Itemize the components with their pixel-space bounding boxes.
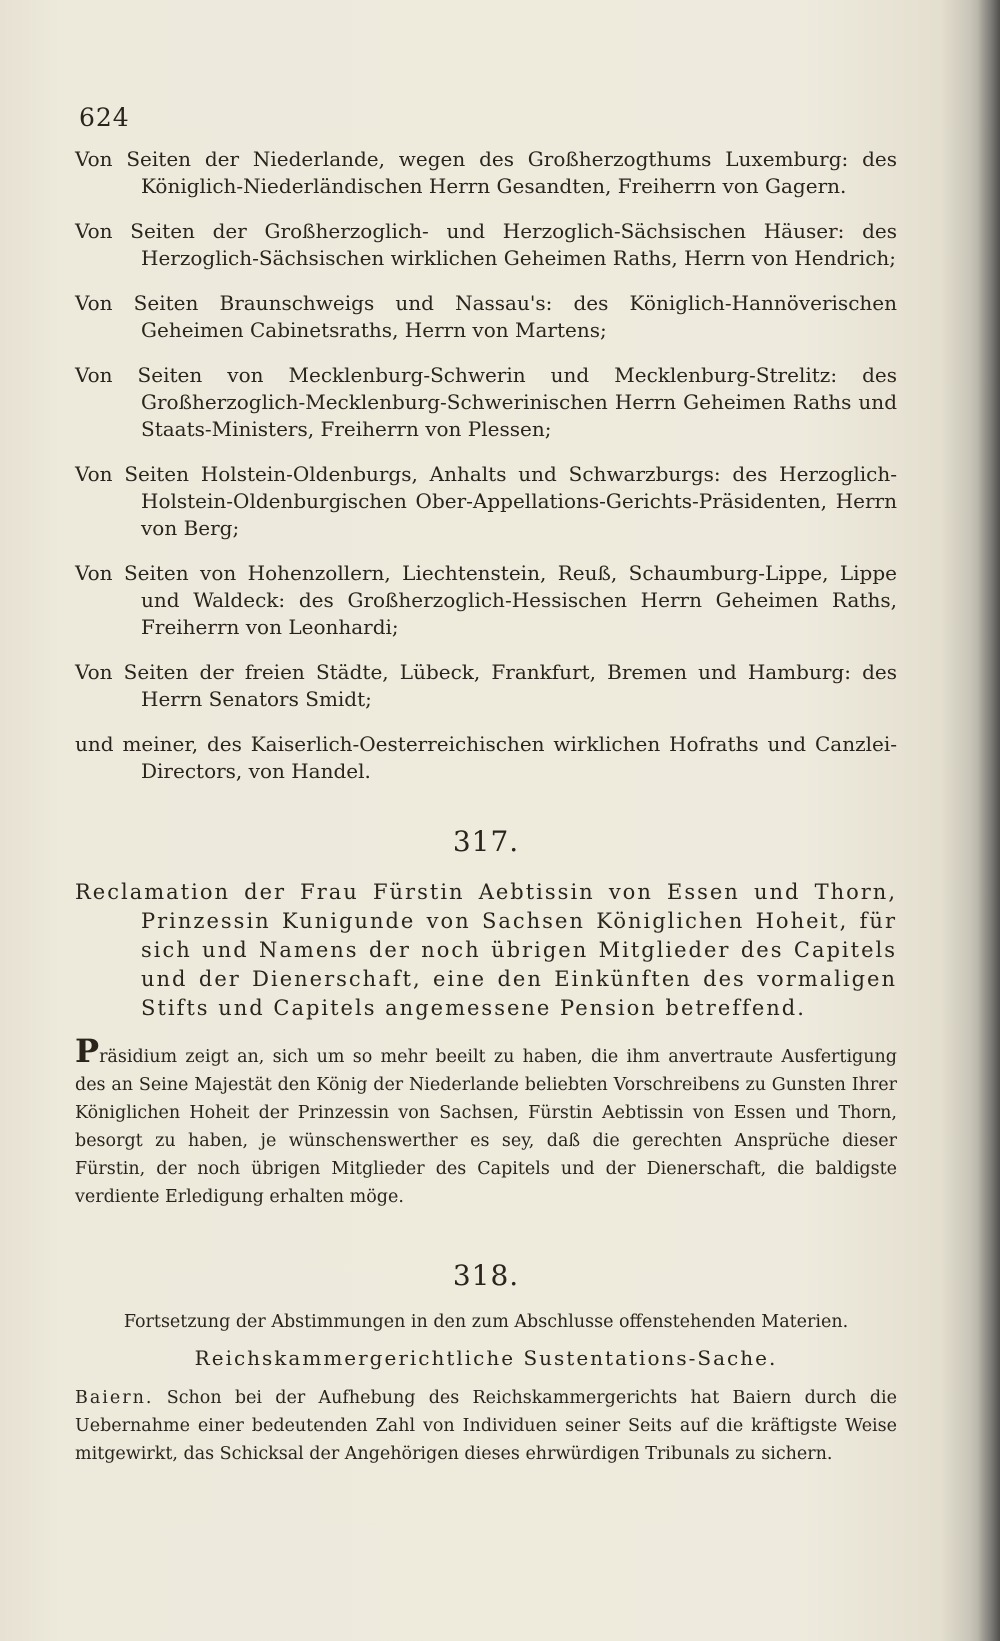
delegate-paragraph-4: Von Seiten von Mecklenburg-Schwerin und Mecklenburg-Strelitz: des Großherzoglich-Mecklenburg-Schwerinischen Herrn Geheimen Raths und Staats-Ministers, Freiherrn von Plessen; xyxy=(75,363,897,441)
section-318-lead: Baiern. xyxy=(75,1388,154,1408)
closing-paragraph: und meiner, des Kaiserlich-Oesterreichischen wirklichen Hofraths und Canzlei-Directors, von Handel. xyxy=(75,732,897,783)
section-317-text xyxy=(75,1032,897,1211)
delegate-paragraph-6: Von Seiten von Hohenzollern, Liechtenstein, Reuß, Schaumburg-Lippe, Lippe und Waldeck: des Großherzoglich-Hessischen Herrn Geheimen Raths, Freiherrn von Leonhardi; xyxy=(75,561,897,639)
delegate-paragraph-2: Von Seiten der Großherzoglich- und Herzoglich-Sächsischen Häuser: des Herzoglich-Sächsischen wirklichen Geheimen Raths, Herrn von Hendrich; xyxy=(75,219,897,270)
drop-initial: P xyxy=(75,1032,100,1070)
section-318-body: Schon bei der Aufhebung des Reichskammergerichts hat Baiern durch die Uebernahme einer bedeutenden Zahl von Individuen seiner Seits auf die kräftigste Weise mitgewirkt, das Schicksal der Angehörigen dieses ehrwürdigen Tribunals zu sichern. xyxy=(75,1388,897,1464)
section-318-subtitle: Fortsetzung der Abstimmungen in den zum Abschlusse offenstehenden Materien. xyxy=(123,1312,849,1332)
section-317-body: räsidium zeigt an, sich um so mehr beeilt zu haben, die ihm anvertraute Ausfertigung des an Seine Majestät den König der Niederlande beliebten Vorschreibens zu Gunsten Ihrer Königlichen Hoheit der Prinzessin von Sachsen, Fürstin Aebtissin von Essen und Thorn, besorgt zu haben, je wünschenswerther es sey, daß die gerechten Ansprüche dieser Fürstin, der noch übrigen Mitglieder des Capitels und der Dienerschaft, die baldigste verdiente Erledigung erhalten möge. xyxy=(75,1047,897,1207)
section-318-subject: Reichskammergerichtliche Sustentations-Sache. xyxy=(194,1346,778,1370)
delegate-paragraph-1: Von Seiten der Niederlande, wegen des Großherzogthums Luxemburg: des Königlich-Niederländischen Herrn Gesandten, Freiherrn von Gagern. xyxy=(75,147,897,198)
delegate-paragraph-3: Von Seiten Braunschweigs und Nassau's: des Königlich-Hannöverischen Geheimen Cabinetsraths, Herrn von Martens; xyxy=(75,291,897,342)
page-body xyxy=(75,146,897,1488)
page-edge-shadow xyxy=(978,0,1000,1641)
section-318-text xyxy=(75,1384,897,1468)
page-number: 624 xyxy=(79,103,130,132)
section-number-317: 317. xyxy=(452,825,520,858)
section-number-318: 318. xyxy=(452,1259,520,1292)
section-317-title: Reclamation der Frau Fürstin Aebtissin von Essen und Thorn, Prinzessin Kunigunde von Sachsen Königlichen Hoheit, für sich und Namens der noch übrigen Mitglieder des Capitels und der Dienerschaft, eine den Einkünften des vormaligen Stifts und Capitels angemessene Pension betreffend. xyxy=(75,880,897,1020)
delegate-paragraph-5: Von Seiten Holstein-Oldenburgs, Anhalts und Schwarzburgs: des Herzoglich-Holstein-Oldenburgischen Ober-Appellations-Gerichts-Präsidenten, Herrn von Berg; xyxy=(75,462,897,540)
delegate-paragraph-7: Von Seiten der freien Städte, Lübeck, Frankfurt, Bremen und Hamburg: des Herrn Senators Smidt; xyxy=(75,660,897,711)
